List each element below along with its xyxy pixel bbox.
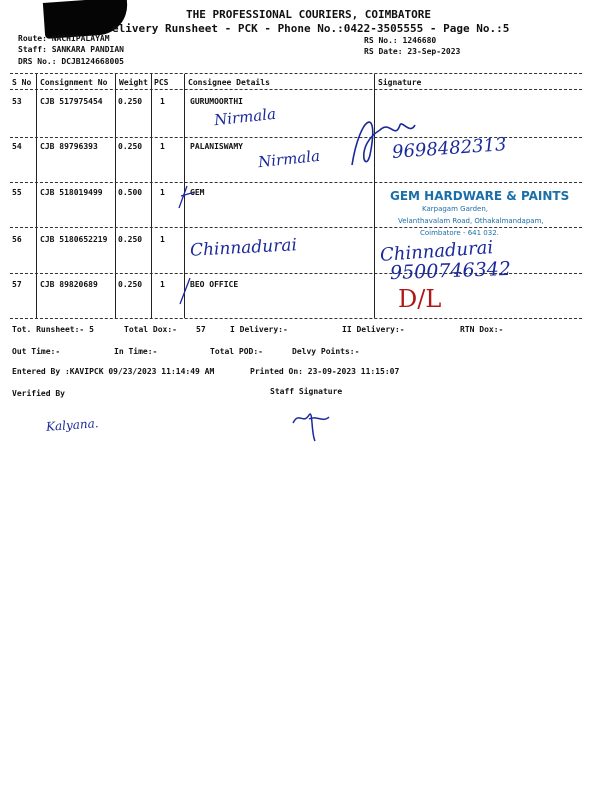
staff-signature-scribble <box>285 403 335 448</box>
handwritten-name: Chinnadurai <box>189 235 298 261</box>
stamp-company-name: GEM HARDWARE & PAINTS <box>390 189 570 203</box>
total-pod: Total POD:- <box>210 347 263 356</box>
col-signature: Signature <box>378 78 422 87</box>
header-bottom-rule <box>10 89 582 90</box>
row-divider <box>10 182 582 183</box>
verified-by-label: Verified By <box>12 389 65 398</box>
column-divider <box>36 74 37 318</box>
table-top-rule <box>10 73 582 74</box>
row-consignment: CJB 89796393 <box>40 142 98 151</box>
ii-delivery: II Delivery:- <box>342 325 405 334</box>
col-consignee: Consignee Details <box>188 78 270 87</box>
row-weight: 0.250 <box>118 142 143 151</box>
row-weight: 0.250 <box>118 235 143 244</box>
col-pcs: PCS <box>154 78 169 87</box>
row-consignment: CJB 518019499 <box>40 188 103 197</box>
in-time: In Time:- <box>114 347 158 356</box>
handwritten-signature-name: Chinnadurai <box>379 237 494 266</box>
stamp-address-line: Velanthavalam Road, Othakalmandapam, <box>398 217 544 225</box>
verifier-signature: Kalyana. <box>45 416 100 434</box>
total-dox-value: 57 <box>196 325 206 334</box>
route-label: Route: NACHIPALAYAM <box>18 34 110 43</box>
rtn-dox: RTN Dox:- <box>460 325 504 334</box>
out-time: Out Time:- <box>12 347 61 356</box>
tick-scribble <box>176 276 200 306</box>
row-sno: 53 <box>12 97 22 106</box>
tot-runsheet: Tot. Runsheet:- 5 <box>12 325 94 334</box>
row-sno: 56 <box>12 235 22 244</box>
row-sno: 55 <box>12 188 22 197</box>
runsheet-subtitle: elivery Runsheet - PCK - Phone No.:0422-3505555 - Page No.:5 <box>112 22 510 35</box>
row-sno: 54 <box>12 142 22 151</box>
handwritten-name: Nirmala <box>257 146 321 172</box>
staff-label: Staff: SANKARA PANDIAN <box>18 45 124 54</box>
total-dox-label: Total Dox:- <box>124 325 177 334</box>
row-pcs: 1 <box>160 97 165 106</box>
row-weight: 0.500 <box>118 188 143 197</box>
row-consignment: CJB 517975454 <box>40 97 103 106</box>
rs-date: RS Date: 23-Sep-2023 <box>364 47 461 56</box>
row-consignment: CJB 89820689 <box>40 280 98 289</box>
col-weight: Weight <box>119 78 148 87</box>
row-pcs: 1 <box>160 142 165 151</box>
printed-on: Printed On: 23-09-2023 11:15:07 <box>250 367 400 376</box>
row-consignment: CJB 5180652219 <box>40 235 108 244</box>
col-consignment: Consignment No <box>40 78 108 87</box>
delvy-points: Delvy Points:- <box>292 347 360 356</box>
tick-scribble <box>175 182 205 212</box>
row-pcs: 1 <box>160 235 165 244</box>
rs-number: RS No.: 1246680 <box>364 36 437 45</box>
row-weight: 0.250 <box>118 280 143 289</box>
row-sno: 57 <box>12 280 22 289</box>
stamp-address-line: Coimbatore - 641 032. <box>420 229 499 237</box>
stamp-address-line: Karpagam Garden, <box>422 205 489 213</box>
row-consignee: GURUMOORTHI <box>190 97 243 106</box>
row-consignee: PALANISWAMY <box>190 142 243 151</box>
signature-scribble <box>340 95 420 185</box>
handwritten-name: Nirmala <box>213 104 277 130</box>
table-bottom-rule <box>10 318 582 319</box>
staff-signature-label: Staff Signature <box>270 387 343 396</box>
row-weight: 0.250 <box>118 97 143 106</box>
company-title: THE PROFESSIONAL COURIERS, COIMBATORE <box>186 8 432 21</box>
handwritten-phone: 9500746342 <box>389 257 512 285</box>
drs-number: DRS No.: DCJB124668005 <box>18 57 124 66</box>
row-pcs: 1 <box>160 280 165 289</box>
handwritten-phone: 9698482313 <box>391 134 508 163</box>
col-sno: S No <box>12 78 32 87</box>
column-divider <box>151 74 152 318</box>
row-divider <box>10 227 582 228</box>
row-pcs: 1 <box>160 188 165 197</box>
i-delivery: I Delivery:- <box>230 325 288 334</box>
column-divider <box>115 74 116 318</box>
dl-mark: D/L <box>398 285 442 313</box>
entered-by: Entered By :KAVIPCK 09/23/2023 11:14:49 AM <box>12 367 215 376</box>
row-consignee: BEO OFFICE <box>190 280 239 289</box>
row-consignee: GEM <box>190 188 205 197</box>
